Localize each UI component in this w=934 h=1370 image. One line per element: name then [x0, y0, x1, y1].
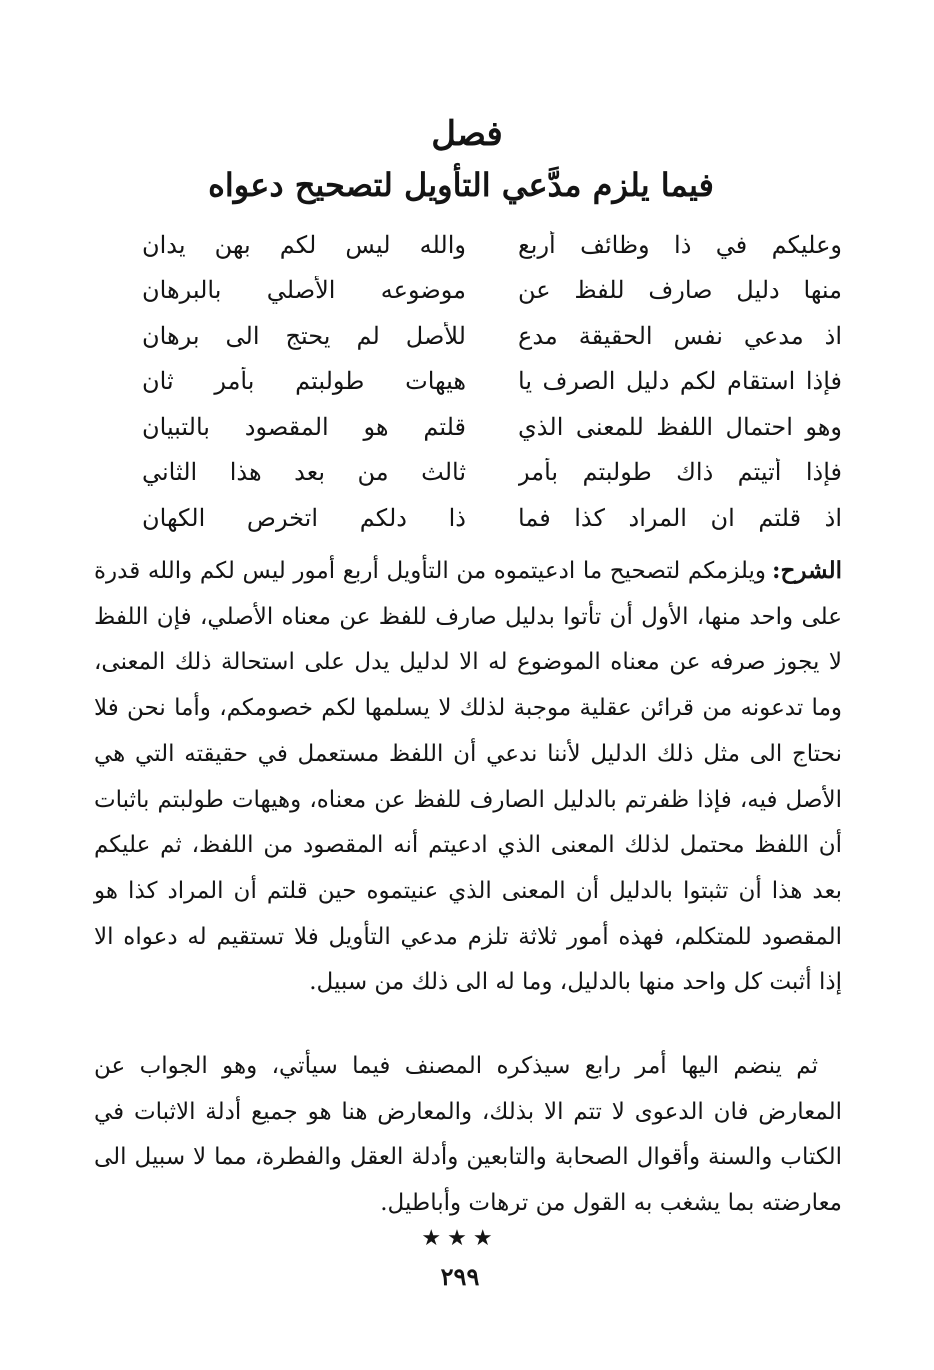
- hemistich-second: هيهات طولبتم بأمر ثان: [142, 367, 466, 396]
- page-number: ٢٩٩: [440, 1262, 480, 1291]
- second-paragraph: ثم ينضم اليها أمر رابع سيذكره المصنف فيما سيأتي، وهو الجواب عن المعارض فان الدعوى لا تتم الا بذلك، والمعارض هنا هو جميع أدلة الاثبات في الكتاب والسنة وأقوال الصحابة والتابعين وأدلة العقل والفطرة، مما لا سبيل الى معارضته بما يشغب به القول من ترهات وأباطيل.: [94, 1053, 842, 1216]
- hemistich-second: ثالث من بعد هذا الثاني: [142, 458, 466, 487]
- verse: [142, 450, 842, 496]
- hemistich-first: اذ قلتم ان المراد كذا فما: [518, 503, 842, 532]
- hemistich-second: ذا دلكم اتخرص الكهان: [142, 503, 466, 532]
- verse: [142, 495, 842, 541]
- verse: [142, 222, 842, 268]
- hemistich-first: فإذا استقام لكم دليل الصرف يا: [518, 367, 842, 396]
- hemistich-first: فإذا أتيتم ذاك طولبتم بأمر: [518, 458, 842, 487]
- verse: [142, 313, 842, 359]
- hemistich-first: منها دليل صارف للفظ عن: [518, 276, 842, 305]
- hemistich-second: قلتم هو المقصود بالتبيان: [142, 412, 466, 441]
- commentary-paragraph: [94, 548, 842, 1006]
- poem: [142, 222, 842, 541]
- hemistich-second: موضوعه الأصلي بالبرهان: [142, 276, 466, 305]
- section-title: فصل: [431, 114, 503, 154]
- commentary-text: ويلزمكم لتصحيح ما ادعيتموه من التأويل أربع أمور ليس لكم والله قدرة على واحد منها، الأول أن تأتوا بدليل صارف للفظ عن معناه الأصلي، فإن اللفظ لا يجوز صرفه عن معناه الموضوع له الا لدليل يدل على استحالة ذلك المعنى، وما تدعونه من قرائن عقلية موجبة لذلك لا يسلمها لكم خصومكم، وأما نحن فلا نحتاج الى مثل ذلك الدليل لأننا ندعي أن اللفظ مستعمل في حقيقته التي هي الأصل فيه، فإذا ظفرتم بالدليل الصارف للفظ عن معناه، وهيهات طولبتم باثبات أن اللفظ محتمل لذلك المعنى الذي ادعيتم أنه المقصود من اللفظ، ثم عليكم بعد هذا أن تثبتوا بالدليل أن المعنى الذي عنيتموه حين قلتم أن المراد كذا هو المقصود للمتكلم، فهذه أمور ثلاثة تلزم مدعي التأويل فلا تستقيم له دعواه الا إذا أثبت كل واحد منها بالدليل، وما له الى ذلك من سبيل.: [94, 558, 842, 996]
- section-subtitle: فيما يلزم مدَّعي التأويل لتصحيح دعواه: [208, 166, 714, 204]
- verse: [142, 359, 842, 405]
- hemistich-first: وهو احتمال اللفظ للمعنى الذي: [518, 412, 842, 441]
- hemistich-first: وعليكم في ذا وظائف أربع: [518, 230, 842, 259]
- hemistich-first: اذ مدعي نفس الحقيقة مدع: [518, 321, 842, 350]
- section-divider-stars: ★★★: [421, 1226, 499, 1251]
- verse: [142, 404, 842, 450]
- hemistich-second: للأصل لم يحتج الى برهان: [142, 321, 466, 350]
- hemistich-second: والله ليس لكم بهن يدان: [142, 230, 466, 259]
- verse: [142, 268, 842, 314]
- commentary-lead: الشرح:: [772, 557, 842, 584]
